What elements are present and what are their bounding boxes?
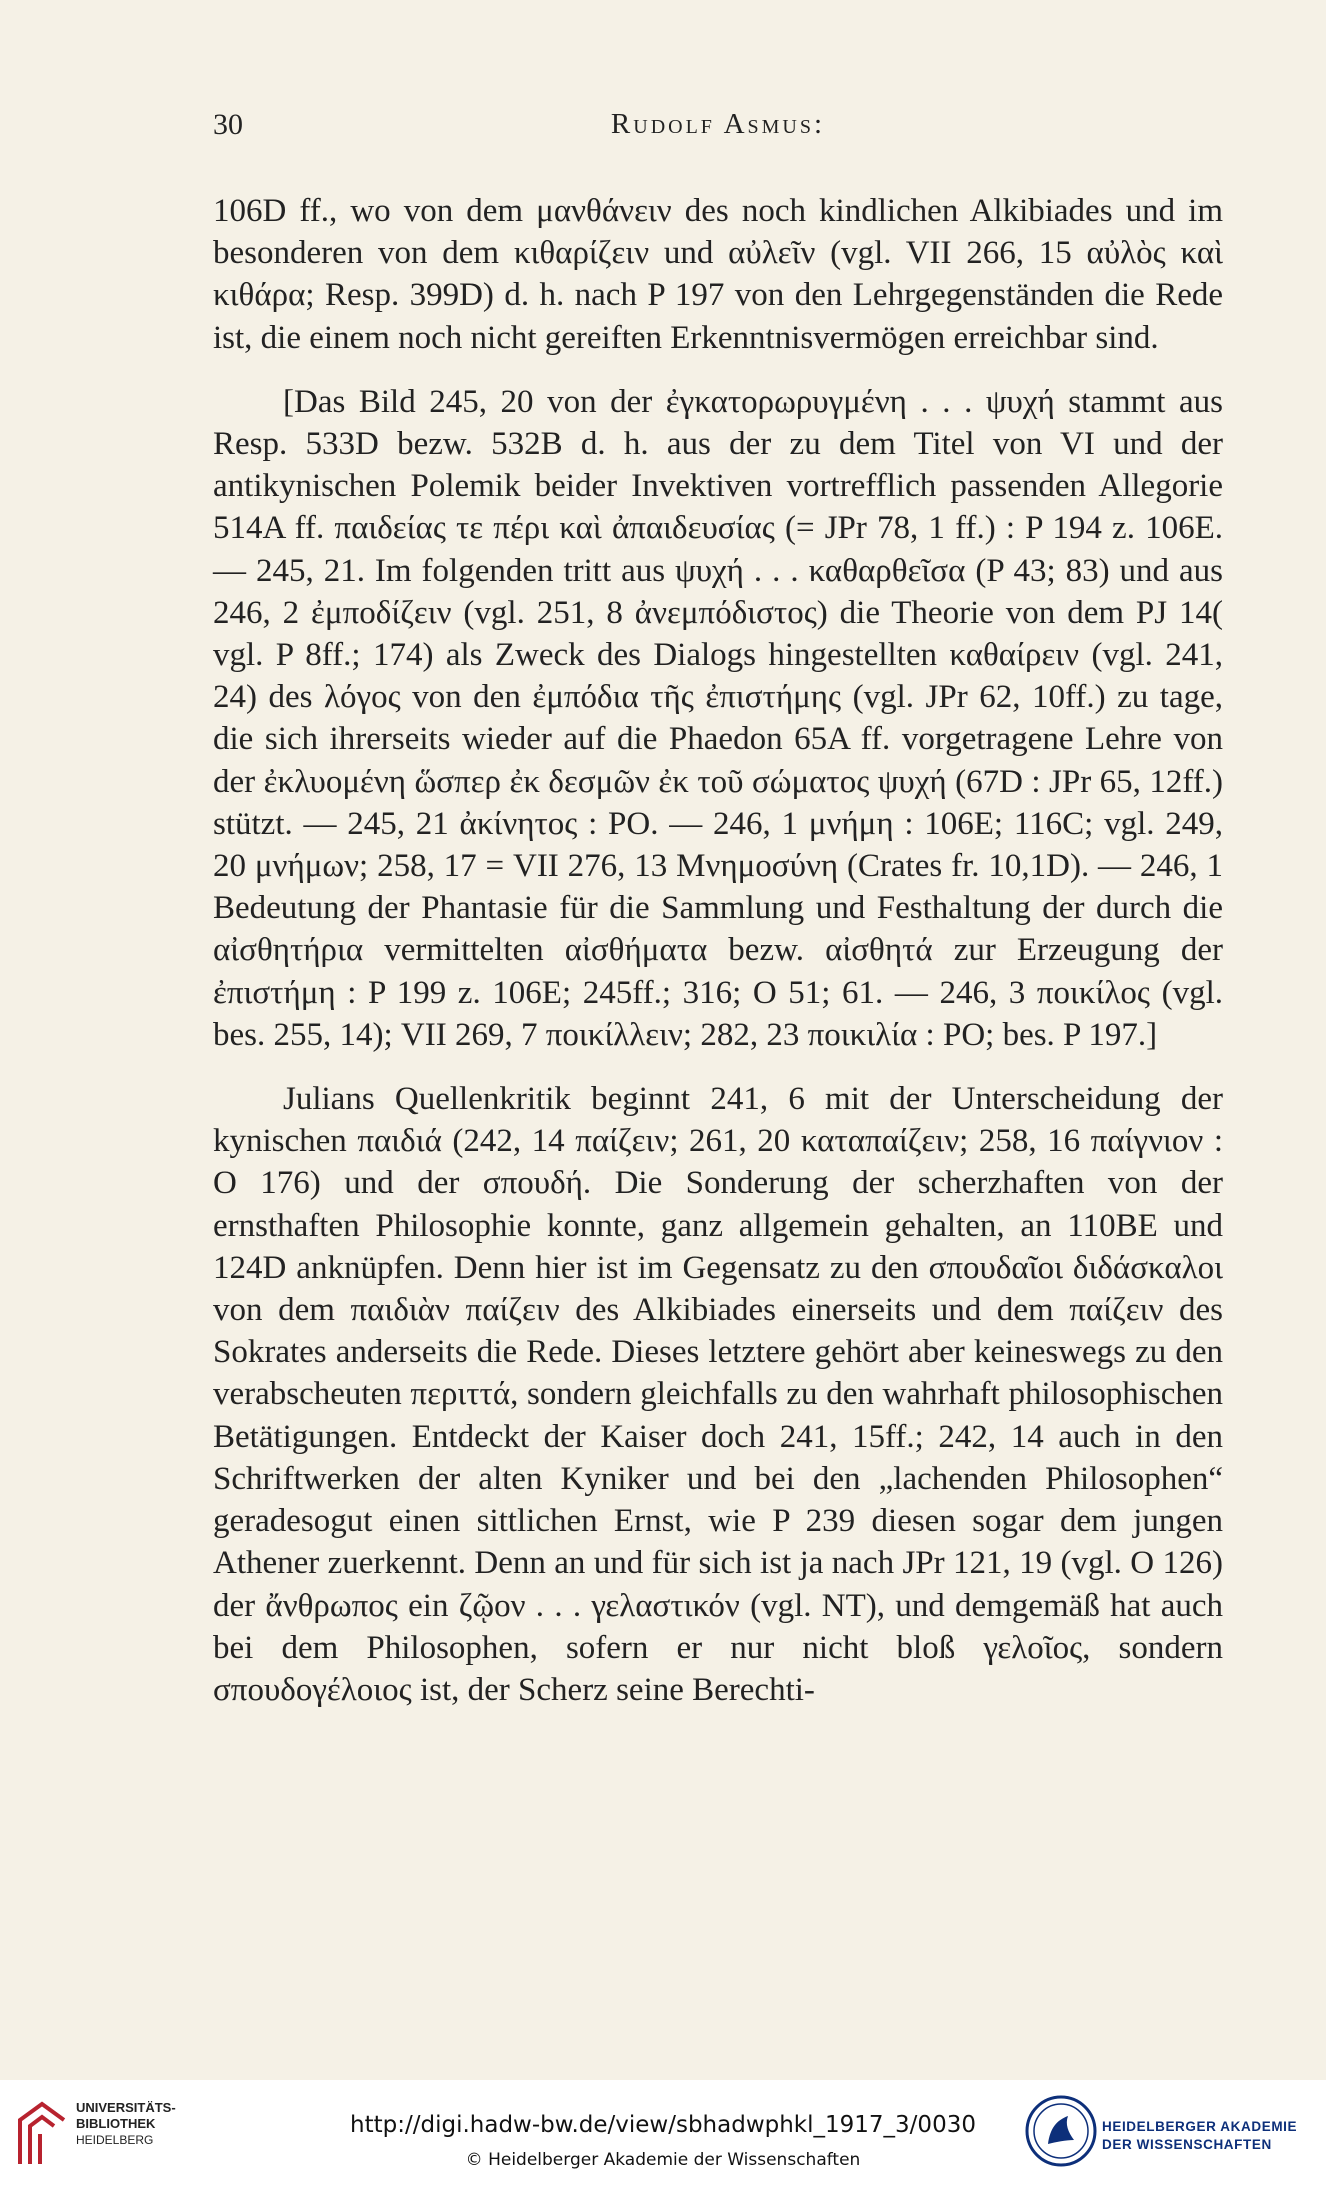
paragraph: 106D ff., wo von dem μανθάνειν des noch kindlichen Alkibiades und im besonderen von dem κιθαρίζειν und αὐλεῖν (vgl. VII 266, 15 αὐλὸς καὶ κιθάρα; Resp. 399D) d. h. nach P 197 von den Lehrgegenständen die Rede ist, die einem noch nicht gereiften Erkenntnisvermögen erreichbar sind. (213, 193, 1223, 356)
digitization-footer (0, 2080, 1326, 2186)
body-text (213, 190, 1223, 1711)
copyright-notice: © Heidelberger Akademie der Wissenschaften (465, 2150, 861, 2170)
running-head (213, 108, 1223, 148)
document-url-link[interactable]: http://digi.hadw-bw.de/view/sbhadwphkl_1917_3/0030 (350, 2112, 976, 2138)
library-city-line: HEIDELBERG (76, 2133, 154, 2147)
library-name-line: BIBLIOTHEK (76, 2116, 156, 2131)
paragraph: Julians Quellenkritik beginnt 241, 6 mit der Unterscheidung der kynischen παιδιά (242, 14 παίζειν; 261, 20 καταπαίζειν; 258, 16 παίγνιον : O 176) und der σπουδή. Die Sonderung der scherzhaften von der ernsthaften Philosophie konnte, ganz allgemein gehalten, an 110BE und 124D anknüpfen. Denn hier ist im Gegensatz zu den σπουδαῖοι διδάσκαλοι von dem παιδιὰν παίζειν des Alkibiades einerseits und dem παίζειν des Sokrates anderseits die Rede. Dieses letztere gehört aber keineswegs zu den verabscheuten περιττά, sondern gleichfalls zu den wahrhaft philosophischen Betätigungen. Entdeckt der Kaiser doch 241, 15ff.; 242, 14 auch in den Schriftwerken der alten Kyniker und bei den „lachenden Philosophen“ geradesogut einen sittlichen Ernst, wie P 239 diesen sogar dem jungen Athener zuerkennt. Denn an und für sich ist ja nach JPr 121, 19 (vgl. O 126) der ἄνθρωπος ein ζῷον . . . γελαστικόν (vgl. NT), und demgemäß hat auch bei dem Philosophen, sofern er nur nicht bloß γελοῖος, sondern σπουδογέλοιος ist, der Scherz seine Berechti- (213, 1081, 1223, 1708)
academy-seal-icon (1024, 2094, 1098, 2168)
paragraph: [Das Bild 245, 20 von der ἐγκατορωρυγμένη . . . ψυχή stammt aus Resp. 533D bezw. 532B d. h. aus der zu dem Titel von VI und der antikynischen Polemik beider Invektiven vortrefflich passenden Allegorie 514A ff. παιδείας τε πέρι καὶ ἀπαιδευσίας (= JPr 78, 1 ff.) : P 194 z. 106E. — 245, 21. Im folgenden tritt aus ψυχή . . . καθαρθεῖσα (P 43; 83) und aus 246, 2 ἐμποδίζειν (vgl. 251, 8 ἀνεμπόδιστος) die Theorie von dem PJ 14( vgl. P 8ff.; 174) als Zweck des Dialogs hingestellten καθαίρειν (vgl. 241, 24) des λόγος von den ἐμπόδια τῆς ἐπιστήμης (vgl. JPr 62, 10ff.) zu tage, die sich ihrerseits wieder auf die Phaedon 65A ff. vorgetragene Lehre von der ἐκλυομένη ὥσπερ ἐκ δεσμῶν ἐκ τοῦ σώματος ψυχή (67D : JPr 65, 12ff.) stützt. — 245, 21 ἀκίνητος : PO. — 246, 1 μνήμη : 106E; 116C; vgl. 249, 20 μνήμων; 258, 17 = VII 276, 13 Μνημοσύνη (Crates fr. 10,1D). — 246, 1 Bedeutung der Phantasie für die Sammlung und Festhaltung der durch die αἰσθητήρια vermittelten αἰσθήματα bezw. αἰσθητά zur Erzeugung der ἐπιστήμη : P 199 z. 106E; 245ff.; 316; O 51; 61. — 246, 3 ποικίλος (vgl. bes. 255, 14); VII 269, 7 ποικίλλειν; 282, 23 ποικιλία : PO; bes. P 197.] (213, 383, 1223, 1053)
academy-name-line: HEIDELBERGER AKADEMIE (1102, 2119, 1298, 2134)
running-title: Rudolf Asmus: (610, 108, 826, 140)
academy-name-line: DER WISSENSCHAFTEN (1102, 2137, 1272, 2152)
page-number: 30 (213, 108, 243, 141)
academy-logo[interactable] (1022, 2090, 1322, 2180)
library-name-line: UNIVERSITÄTS- (76, 2100, 176, 2115)
